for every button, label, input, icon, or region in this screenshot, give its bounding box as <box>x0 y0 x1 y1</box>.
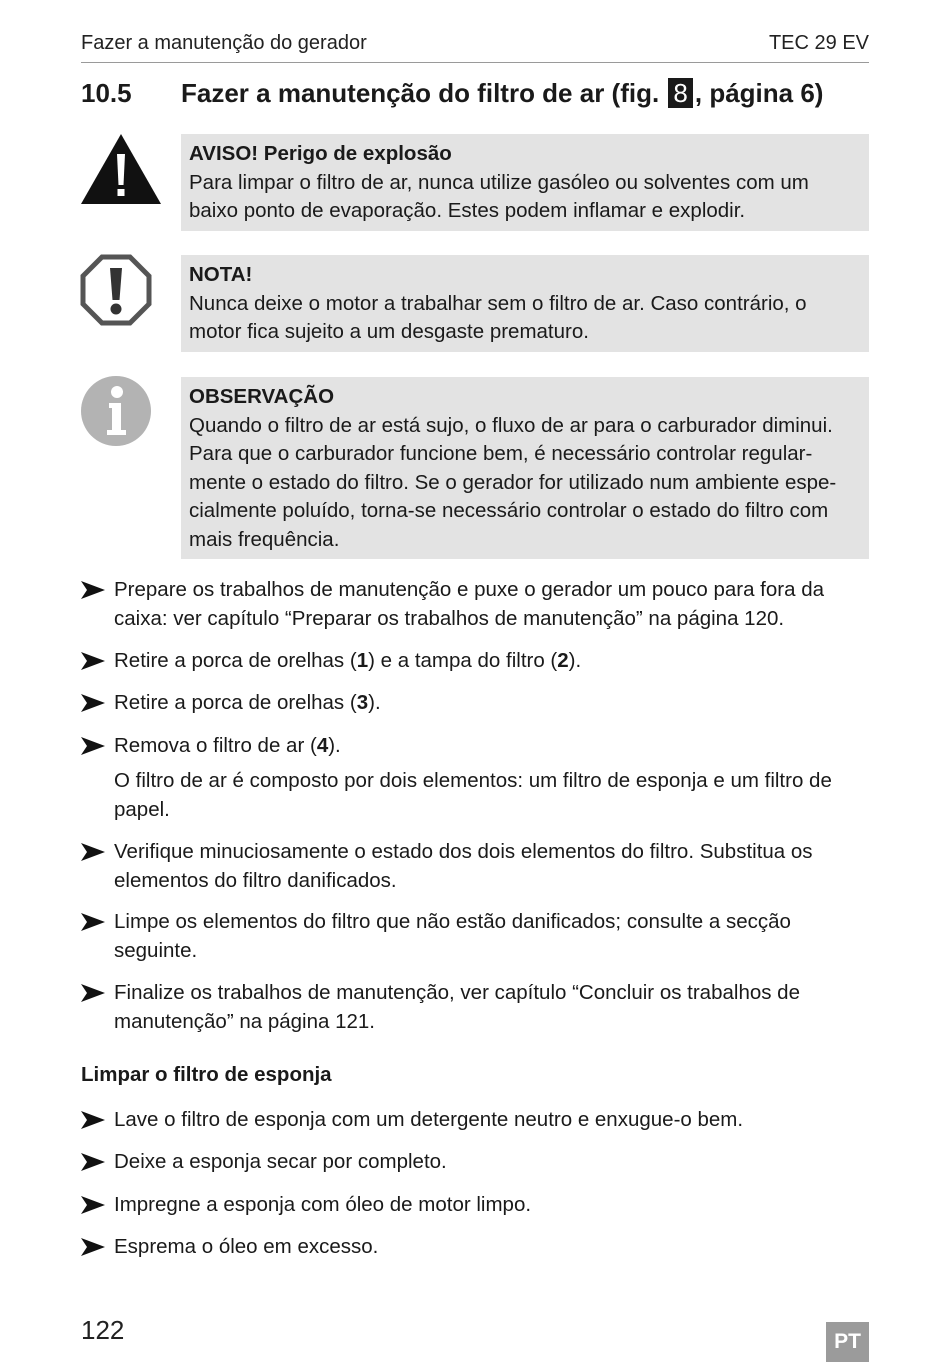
instruction-step <box>81 1233 869 1262</box>
step-arrow-icon <box>81 576 105 604</box>
step-text-line <box>114 647 869 676</box>
instruction-step <box>81 689 869 718</box>
language-badge: PT <box>826 1322 869 1362</box>
step-text-line: seguinte. <box>114 938 198 962</box>
step-text-line: Lave o filtro de esponja com um detergente neutro e enxugue-o bem. <box>114 1108 744 1131</box>
section-title-page: , página 6) <box>694 78 824 108</box>
observation-text-line: mente o estado do filtro. Se o gerador for utilizado num ambiente espe- <box>189 470 837 494</box>
instruction-step <box>81 838 869 895</box>
page-number: 122 <box>81 1315 125 1345</box>
step-arrow-icon <box>81 908 105 936</box>
note-text-line: papel. <box>114 797 170 821</box>
step-arrow-icon <box>81 732 105 760</box>
octagon-exclamation-icon <box>80 254 152 331</box>
instruction-step <box>81 979 869 1036</box>
step-text: Remova o filtro de ar ( <box>114 734 317 757</box>
instruction-step <box>81 1148 869 1177</box>
observation-heading: OBSERVAÇÃO <box>189 385 335 408</box>
warning-notice <box>181 134 869 231</box>
step-text-line: Esprema o óleo em excesso. <box>114 1235 379 1258</box>
instruction-step <box>81 1106 869 1135</box>
step-text: ) e a tampa do filtro ( <box>368 649 558 672</box>
part-reference: 1 <box>356 649 369 672</box>
step-text: Retire a porca de orelhas ( <box>114 691 357 714</box>
step-text-line: Finalize os trabalhos de manutenção, ver capítulo “Concluir os trabalhos de <box>114 981 800 1004</box>
header-model-name: TEC 29 EV <box>768 32 869 54</box>
note-text-line: O filtro de ar é composto por dois elementos: um filtro de esponja e um filtro de <box>114 769 832 792</box>
section-title-text: Fazer a manutenção do filtro de ar (fig. <box>181 78 660 108</box>
step-text-line: Impregne a esponja com óleo de motor limpo. <box>114 1193 532 1216</box>
step-text-line: Limpe os elementos do filtro que não estão danificados; consulte a secção <box>114 910 791 933</box>
section-title <box>181 78 823 109</box>
step-text-line: caixa: ver capítulo “Preparar os trabalhos de manutenção” na página 120. <box>114 606 785 630</box>
warning-text-line: Para limpar o filtro de ar, nunca utilize gasóleo ou solventes com um <box>189 170 809 194</box>
step-text: ). <box>568 649 582 672</box>
observation-text-line: mais frequência. <box>189 527 340 551</box>
instruction-step <box>81 576 869 633</box>
step-text: Retire a porca de orelhas ( <box>114 649 357 672</box>
step-arrow-icon <box>81 1233 105 1261</box>
step-arrow-icon <box>81 838 105 866</box>
warning-heading: AVISO! Perigo de explosão <box>189 142 452 165</box>
step-text-line: Prepare os trabalhos de manutenção e puxe o gerador um pouco para fora da <box>114 578 824 601</box>
note-text-line: Nunca deixe o motor a trabalhar sem o filtro de ar. Caso contrário, o <box>189 291 807 315</box>
filter-composition-note <box>114 767 869 824</box>
running-header <box>81 30 869 63</box>
step-text-line <box>114 689 869 718</box>
part-reference: 3 <box>356 691 369 714</box>
observation-text-line: Quando o filtro de ar está sujo, o fluxo de ar para o carburador diminui. <box>189 413 833 437</box>
step-arrow-icon <box>81 647 105 675</box>
step-arrow-icon <box>81 689 105 717</box>
note-text-line: motor fica sujeito a um desgaste prematuro. <box>189 320 589 343</box>
step-text: ). <box>328 734 341 757</box>
section-number: 10.5 <box>81 78 132 108</box>
header-chapter-title: Fazer a manutenção do gerador <box>81 32 367 54</box>
observation-text-line: cialmente poluído, torna-se necessário controlar o estado do filtro com <box>189 499 829 522</box>
step-text-line: Deixe a esponja secar por completo. <box>114 1150 447 1173</box>
step-arrow-icon <box>81 1191 105 1219</box>
note-notice <box>181 255 869 352</box>
instruction-step <box>81 908 869 965</box>
step-text-line: Verifique minuciosamente o estado dos dois elementos do filtro. Substitua os <box>114 840 813 863</box>
observation-text-line: Para que o carburador funcione bem, é necessário controlar regular- <box>189 442 813 465</box>
part-reference: 4 <box>316 734 329 757</box>
step-text-line: manutenção” na página 121. <box>114 1009 376 1033</box>
warning-text-line: baixo ponto de evaporação. Estes podem inflamar e explodir. <box>189 199 746 222</box>
figure-reference-badge: 8 <box>668 78 692 108</box>
warning-triangle-icon <box>80 132 162 211</box>
instruction-step <box>81 647 869 676</box>
step-arrow-icon <box>81 1148 105 1176</box>
step-arrow-icon <box>81 979 105 1007</box>
instruction-step <box>81 732 869 761</box>
part-reference: 2 <box>557 649 569 672</box>
instruction-step <box>81 1191 869 1220</box>
step-text-line <box>114 732 869 761</box>
step-arrow-icon <box>81 1106 105 1134</box>
subsection-heading: Limpar o filtro de esponja <box>81 1063 332 1086</box>
step-text: ). <box>368 691 381 714</box>
note-heading: NOTA! <box>189 263 253 286</box>
info-circle-icon <box>80 375 152 452</box>
step-text-line: elementos do filtro danificados. <box>114 868 397 892</box>
observation-notice <box>181 377 869 559</box>
